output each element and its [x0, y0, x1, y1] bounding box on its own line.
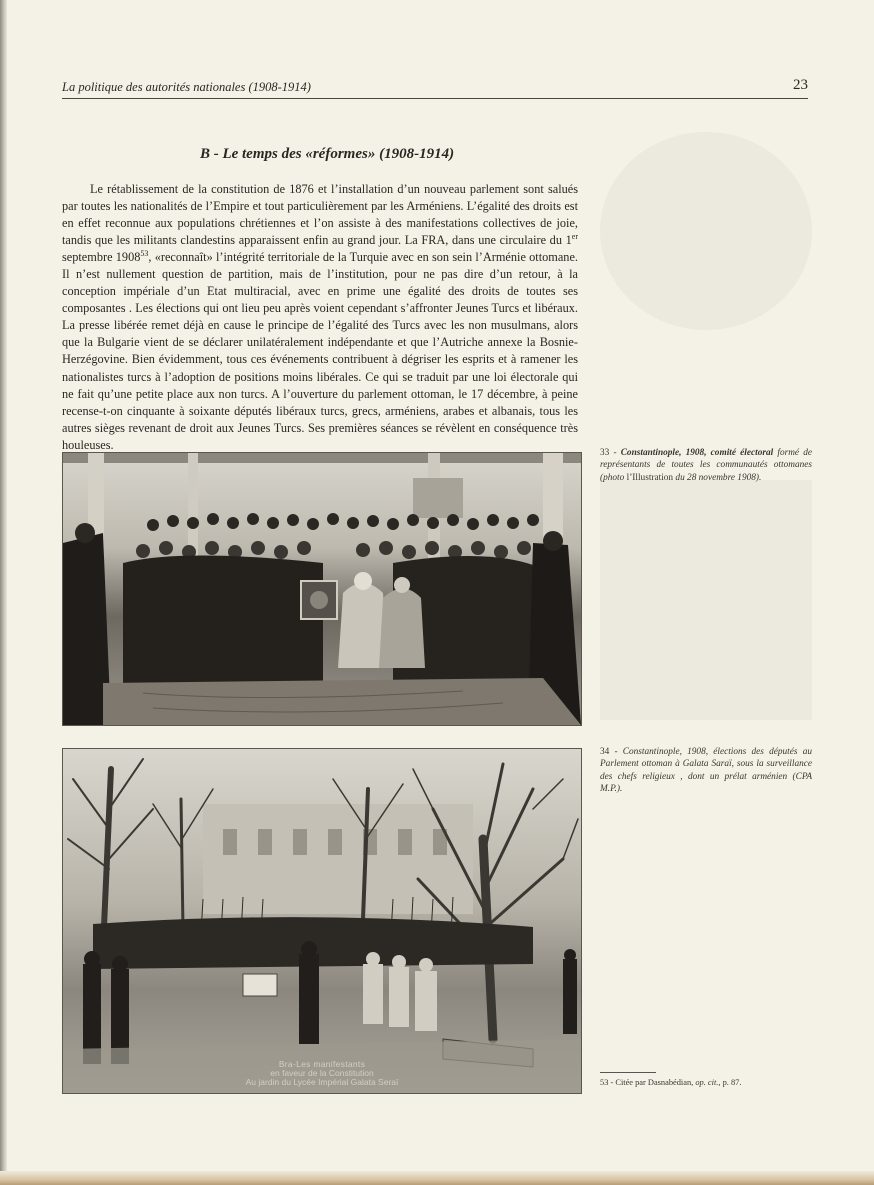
caption-33-text1: formé de représentants de toutes les communautés ottomanes (photo [600, 448, 812, 483]
page-bottom-edge [0, 1171, 874, 1185]
photo-33-image [63, 453, 581, 725]
photo-34-overlay-line1: Bra-Les manifestants [278, 1059, 366, 1069]
caption-34: 34 - Constantinople, 1908, élections des députés au Parlement ottoman à Galata Saraï, sous la surveillance des chefs religieux , dont un prélat arménien (CPA M.P.). [600, 747, 812, 795]
footnote-reference: 53 [140, 249, 149, 259]
photo-34-overlay-line3: Au jardin du Lycée Impérial Galata Seraï [245, 1077, 399, 1087]
book-binding-edge [0, 0, 7, 1185]
show-through-portrait [600, 480, 812, 720]
body-paragraph [62, 181, 578, 454]
caption-34-text: Constantinople, 1908, élections des députés au Parlement ottoman à Galata Saraï, sous la surveillance des chefs religieux , dont un prélat arménien (CPA M.P.). [600, 747, 812, 795]
footnote-53 [600, 1078, 820, 1087]
caption-34-number: 34 [600, 747, 610, 757]
page-header [62, 78, 808, 99]
photo-34-image [63, 749, 581, 1093]
body-text-part3: , «reconnaît» l’intégrité territoriale de la Turquie avec en son sein l’Arménie ottomane. Il n’est nullement question de partition, mais de l’institution, pour ne pas dire d’un retour, à la conception impériale d’un Etat multiracial, avec en prime une égalité des droits de toutes ses composantes . Les élections qui ont lieu peu après voient cependant s’affronter Jeunes Turcs et libéraux. La presse libérée remet déjà en cause le principe de l’égalité des Turcs avec les non musulmans, alors que la Bulgarie vient de se déclarer unilatéralement indépendante et que l’Autriche annexe la Bosnie-Herzégovine. Bien évidemment, tous ces événements contribuent à dégriser les esprits et à ramener les nationalistes turcs à l’adoption de positions moins libérales. Ce qui se traduit par une loi électorale qui ne fait qu’une petite place aux non turcs. A l’ouverture du parlement ottoman, le 17 décembre, à peine recense-t-on cinquante à soixante députés libéraux turcs, grecs, arméniens, arabes et albanais, tous les autres sièges revenant de droit aux Jeunes Turcs. Ses premières séances se révèlent en conséquence très houleuses. [62, 250, 578, 452]
caption-33-text2: du 28 novembre 1908). [673, 472, 762, 483]
running-head: La politique des autorités nationales (1908-1914) [62, 80, 311, 94]
footnote-text2: , p. 87. [718, 1078, 742, 1087]
footnote-italic: op. cit. [695, 1078, 719, 1087]
caption-33-source: l’Illustration [626, 472, 674, 483]
photo-34-overlay-line2: en faveur de la Constitution [270, 1068, 374, 1078]
footnote-divider [600, 1072, 656, 1073]
show-through-circle [600, 132, 812, 330]
body-superscript-er: er [571, 232, 578, 242]
caption-33-title: Constantinople, 1908, comité électoral [620, 448, 774, 458]
body-text-part1: Le rétablissement de la constitution de 1876 et l’installation d’un nouveau parlement sont salués par toutes les nationalités de l’Empire et tout particulièrement par les Arméniens. L’égalité des droits est en effet reconnue aux populations chrétiennes et l’on assiste à des manifestations collectives de joie, tandis que les militants clandestins apparaissent enfin au grand jour. La FRA, dans une circulaire du 1 [62, 182, 578, 248]
page-number: 23 [793, 77, 808, 93]
section-title: B - Le temps des «réformes» (1908-1914) [199, 146, 455, 162]
footnote-text1: 53 - Citée par Dasnabédian, [600, 1078, 696, 1087]
caption-33-number: 33 [600, 448, 610, 458]
photo-34-galata-sarai-garden [62, 748, 582, 1094]
photo-33-electoral-committee [62, 452, 582, 726]
caption-33: 33 - Constantinople, 1908, comité électoral formé de représentants de toutes les communautés ottomanes (photo l’Illustration du 28 novembre 1908). [600, 448, 812, 483]
body-text-part2: septembre 1908 [62, 250, 141, 265]
